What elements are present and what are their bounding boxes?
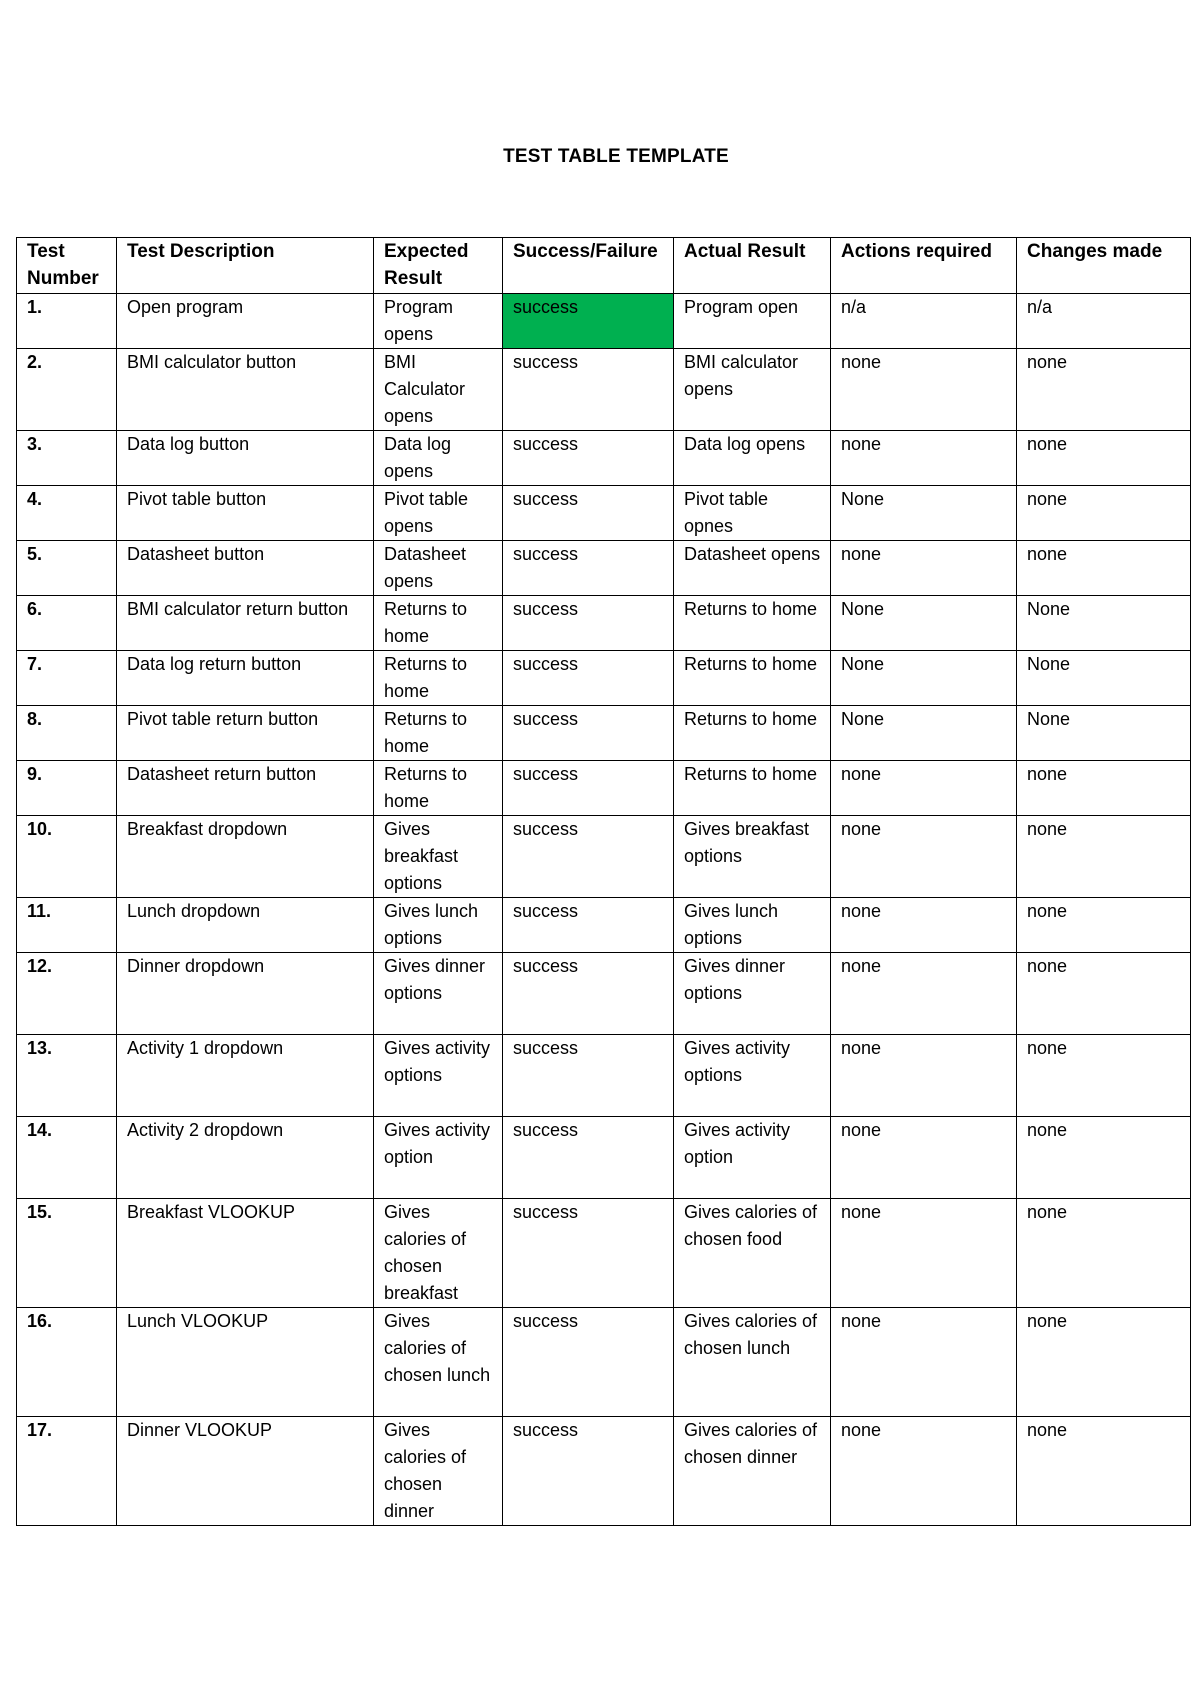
cell-actual-result: Gives activity options [674, 1035, 831, 1117]
cell-success-failure: success [503, 706, 674, 761]
cell-test-description: Pivot table return button [117, 706, 374, 761]
cell-success-failure: success [503, 761, 674, 816]
cell-actual-result: Returns to home [674, 596, 831, 651]
cell-actual-result: Gives dinner options [674, 953, 831, 1035]
header-expected-result: Expected Result [374, 238, 503, 294]
table-row [17, 541, 1191, 596]
cell-actual-result: Gives lunch options [674, 898, 831, 953]
cell-success-failure: success [503, 349, 674, 431]
cell-success-failure: success [503, 596, 674, 651]
cell-test-description: Data log return button [117, 651, 374, 706]
cell-expected-result: Pivot table opens [374, 486, 503, 541]
cell-actions-required: None [831, 486, 1017, 541]
cell-actions-required: none [831, 1417, 1017, 1526]
table-row [17, 1199, 1191, 1308]
table-row [17, 1117, 1191, 1199]
cell-actual-result: Data log opens [674, 431, 831, 486]
cell-test-description: Breakfast dropdown [117, 816, 374, 898]
cell-test-number: 6. [17, 596, 117, 651]
cell-test-description: Open program [117, 294, 374, 349]
cell-test-description: Datasheet return button [117, 761, 374, 816]
cell-actual-result: Datasheet opens [674, 541, 831, 596]
cell-actions-required: none [831, 761, 1017, 816]
table-row [17, 294, 1191, 349]
table-row [17, 761, 1191, 816]
cell-actual-result: Program open [674, 294, 831, 349]
table-row [17, 431, 1191, 486]
cell-test-description: Activity 1 dropdown [117, 1035, 374, 1117]
cell-changes-made: None [1017, 651, 1191, 706]
cell-actions-required: none [831, 1117, 1017, 1199]
header-success-failure: Success/Failure [503, 238, 674, 294]
cell-test-description: Breakfast VLOOKUP [117, 1199, 374, 1308]
cell-expected-result: Datasheet opens [374, 541, 503, 596]
table-body [17, 294, 1191, 1526]
cell-success-failure: success [503, 651, 674, 706]
cell-test-number: 12. [17, 953, 117, 1035]
cell-actual-result: Gives calories of chosen lunch [674, 1308, 831, 1417]
cell-expected-result: Gives calories of chosen dinner [374, 1417, 503, 1526]
cell-test-number: 5. [17, 541, 117, 596]
table-row [17, 1035, 1191, 1117]
cell-actual-result: Pivot table opnes [674, 486, 831, 541]
cell-test-number: 17. [17, 1417, 117, 1526]
cell-actions-required: none [831, 1308, 1017, 1417]
cell-test-description: BMI calculator return button [117, 596, 374, 651]
cell-expected-result: Gives breakfast options [374, 816, 503, 898]
cell-expected-result: Program opens [374, 294, 503, 349]
table-row [17, 953, 1191, 1035]
cell-changes-made: none [1017, 486, 1191, 541]
cell-actual-result: BMI calculator opens [674, 349, 831, 431]
cell-expected-result: Returns to home [374, 596, 503, 651]
cell-success-failure: success [503, 898, 674, 953]
table-row [17, 706, 1191, 761]
cell-test-number: 2. [17, 349, 117, 431]
table-row [17, 651, 1191, 706]
cell-changes-made: none [1017, 349, 1191, 431]
cell-test-number: 1. [17, 294, 117, 349]
cell-expected-result: Data log opens [374, 431, 503, 486]
cell-changes-made: None [1017, 706, 1191, 761]
cell-success-failure: success [503, 816, 674, 898]
cell-expected-result: Gives activity option [374, 1117, 503, 1199]
cell-changes-made: none [1017, 1308, 1191, 1417]
table-row [17, 349, 1191, 431]
table-row [17, 596, 1191, 651]
test-table [16, 237, 1191, 1526]
table-row [17, 816, 1191, 898]
cell-expected-result: Gives lunch options [374, 898, 503, 953]
cell-success-failure: success [503, 486, 674, 541]
cell-changes-made: none [1017, 816, 1191, 898]
cell-actual-result: Gives activity option [674, 1117, 831, 1199]
cell-changes-made: none [1017, 541, 1191, 596]
cell-changes-made: None [1017, 596, 1191, 651]
cell-actions-required: none [831, 541, 1017, 596]
cell-test-number: 11. [17, 898, 117, 953]
table-row [17, 1308, 1191, 1417]
header-actions-required: Actions required [831, 238, 1017, 294]
cell-actions-required: none [831, 953, 1017, 1035]
cell-actions-required: n/a [831, 294, 1017, 349]
cell-test-number: 7. [17, 651, 117, 706]
cell-actions-required: none [831, 898, 1017, 953]
cell-changes-made: none [1017, 431, 1191, 486]
header-changes-made: Changes made [1017, 238, 1191, 294]
cell-expected-result: Gives calories of chosen breakfast [374, 1199, 503, 1308]
cell-expected-result: Returns to home [374, 706, 503, 761]
table-row [17, 898, 1191, 953]
cell-test-number: 9. [17, 761, 117, 816]
cell-expected-result: BMI Calculator opens [374, 349, 503, 431]
cell-test-number: 13. [17, 1035, 117, 1117]
cell-expected-result: Gives dinner options [374, 953, 503, 1035]
cell-success-failure: success [503, 294, 674, 349]
cell-test-number: 16. [17, 1308, 117, 1417]
cell-changes-made: none [1017, 1117, 1191, 1199]
cell-test-description: Pivot table button [117, 486, 374, 541]
cell-test-number: 4. [17, 486, 117, 541]
cell-expected-result: Gives calories of chosen lunch [374, 1308, 503, 1417]
header-actual-result: Actual Result [674, 238, 831, 294]
cell-test-description: Lunch VLOOKUP [117, 1308, 374, 1417]
cell-actions-required: None [831, 596, 1017, 651]
cell-changes-made: none [1017, 953, 1191, 1035]
cell-success-failure: success [503, 953, 674, 1035]
cell-test-number: 10. [17, 816, 117, 898]
cell-actions-required: None [831, 651, 1017, 706]
cell-expected-result: Gives activity options [374, 1035, 503, 1117]
cell-expected-result: Returns to home [374, 761, 503, 816]
header-row [17, 238, 1191, 294]
cell-test-description: Datasheet button [117, 541, 374, 596]
cell-success-failure: success [503, 1035, 674, 1117]
cell-test-number: 8. [17, 706, 117, 761]
cell-test-number: 14. [17, 1117, 117, 1199]
cell-actions-required: none [831, 1199, 1017, 1308]
cell-changes-made: none [1017, 1035, 1191, 1117]
cell-test-description: Data log button [117, 431, 374, 486]
cell-changes-made: none [1017, 761, 1191, 816]
cell-expected-result: Returns to home [374, 651, 503, 706]
cell-actual-result: Gives breakfast options [674, 816, 831, 898]
page-title: TEST TABLE TEMPLATE [503, 146, 729, 167]
cell-actions-required: none [831, 816, 1017, 898]
cell-actions-required: none [831, 349, 1017, 431]
cell-success-failure: success [503, 1117, 674, 1199]
cell-changes-made: none [1017, 1417, 1191, 1526]
cell-test-description: Lunch dropdown [117, 898, 374, 953]
cell-actual-result: Returns to home [674, 651, 831, 706]
cell-test-number: 15. [17, 1199, 117, 1308]
cell-success-failure: success [503, 1308, 674, 1417]
cell-success-failure: success [503, 541, 674, 596]
header-test-number: Test Number [17, 238, 117, 294]
cell-test-description: Dinner VLOOKUP [117, 1417, 374, 1526]
cell-actual-result: Returns to home [674, 761, 831, 816]
cell-test-description: BMI calculator button [117, 349, 374, 431]
cell-success-failure: success [503, 431, 674, 486]
header-test-description: Test Description [117, 238, 374, 294]
cell-test-description: Dinner dropdown [117, 953, 374, 1035]
cell-actions-required: None [831, 706, 1017, 761]
cell-success-failure: success [503, 1199, 674, 1308]
cell-actions-required: none [831, 431, 1017, 486]
table-row [17, 1417, 1191, 1526]
cell-changes-made: none [1017, 898, 1191, 953]
cell-success-failure: success [503, 1417, 674, 1526]
cell-changes-made: n/a [1017, 294, 1191, 349]
table-row [17, 486, 1191, 541]
cell-actual-result: Returns to home [674, 706, 831, 761]
cell-test-description: Activity 2 dropdown [117, 1117, 374, 1199]
cell-actual-result: Gives calories of chosen food [674, 1199, 831, 1308]
cell-test-number: 3. [17, 431, 117, 486]
cell-actions-required: none [831, 1035, 1017, 1117]
cell-changes-made: none [1017, 1199, 1191, 1308]
cell-actual-result: Gives calories of chosen dinner [674, 1417, 831, 1526]
